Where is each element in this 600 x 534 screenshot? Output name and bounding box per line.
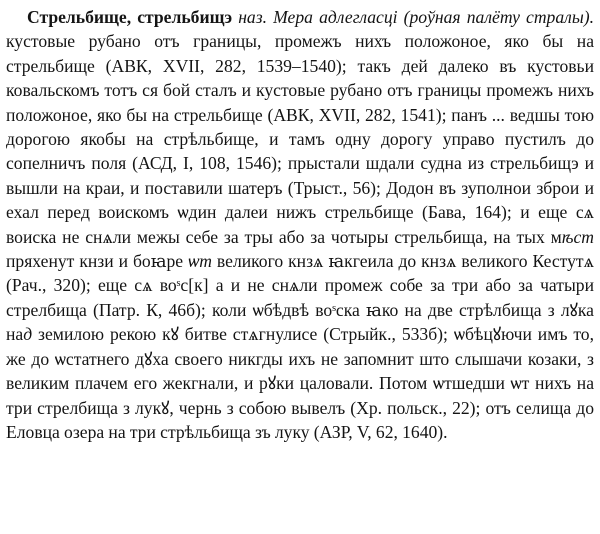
citations-part-1: кустовые рубано отъ границы, промежъ нихъ положоное, яко бы на стрельбище (АВК, XVII, 282, 1539–1540); такъ дей далеко въ кустовьи ковальскомъ тотъ ся бой сталъ и кустовые рубано отъ границы промежъ нихъ положоное, яко бы на стрельбище (АВК, XVII, 282, 1541); панъ ... ведшы тою дорогою якобы на стрѣльбище, и тамъ одну дорогу управо пустилъ до сопелничъ поля (АСД, I, 108, 1546); прыстали шдали судна из стрельбищэ и вышли на краи, и поставили шатеръ (Трыст., 56); Додон въ зуполнои зброи и ехал перед воискомъ ѡдин далеи нижъ стрельбище (Бава, 164); и еще сѧ воиска не снѧли межы себе за тры або за чотыры стрельбища, на тых м [6, 31, 594, 247]
italic-fragment-2: ѡт [188, 251, 212, 272]
citations-part-3: великого кнзѧ ꙗкгеила до кнзѧ великого Кестутѧ (Рач., 320); еще сѧ воˢс[к] а и не снѧли промеж собе за три або за чатыри стрелбища (Патр. К, 46б); коли ѡбѣдвѣ воˢска ꙗко на две стрѣлбища з лꙋка на [6, 251, 594, 345]
citations-part-4: земилою рекою кꙋ битве стѧгнулисе (Стрыйк., 533б); ѡбѣцꙋючи имъ то, же до ѡстатнего дꙋха своего никгды ихъ не запомнит што слышачи козаки, з великим плачем его жекгнали, и рꙋки цаловали. Потом ѡтшедши ѡт нихъ на три стрелбища з лукꙋ, чернь з собою вывелъ (Хр. польск., 22); отъ селища до Еловца озера на три стрѣльбища зъ луку (АЗР, V, 62, 1640). [6, 324, 594, 442]
entry-headword: Стрельбище, стрельбищэ [27, 7, 233, 27]
italic-fragment-3: д [23, 324, 33, 345]
italic-fragment-1: ѣст [561, 226, 594, 247]
part-of-speech: наз. [238, 7, 267, 27]
entry-definition: Мера адлегласці (роўная палёту стралы). [273, 7, 594, 27]
citations-part-2: пряхенут кнзи и боꙗре [6, 251, 189, 272]
dictionary-entry [6, 5, 594, 444]
